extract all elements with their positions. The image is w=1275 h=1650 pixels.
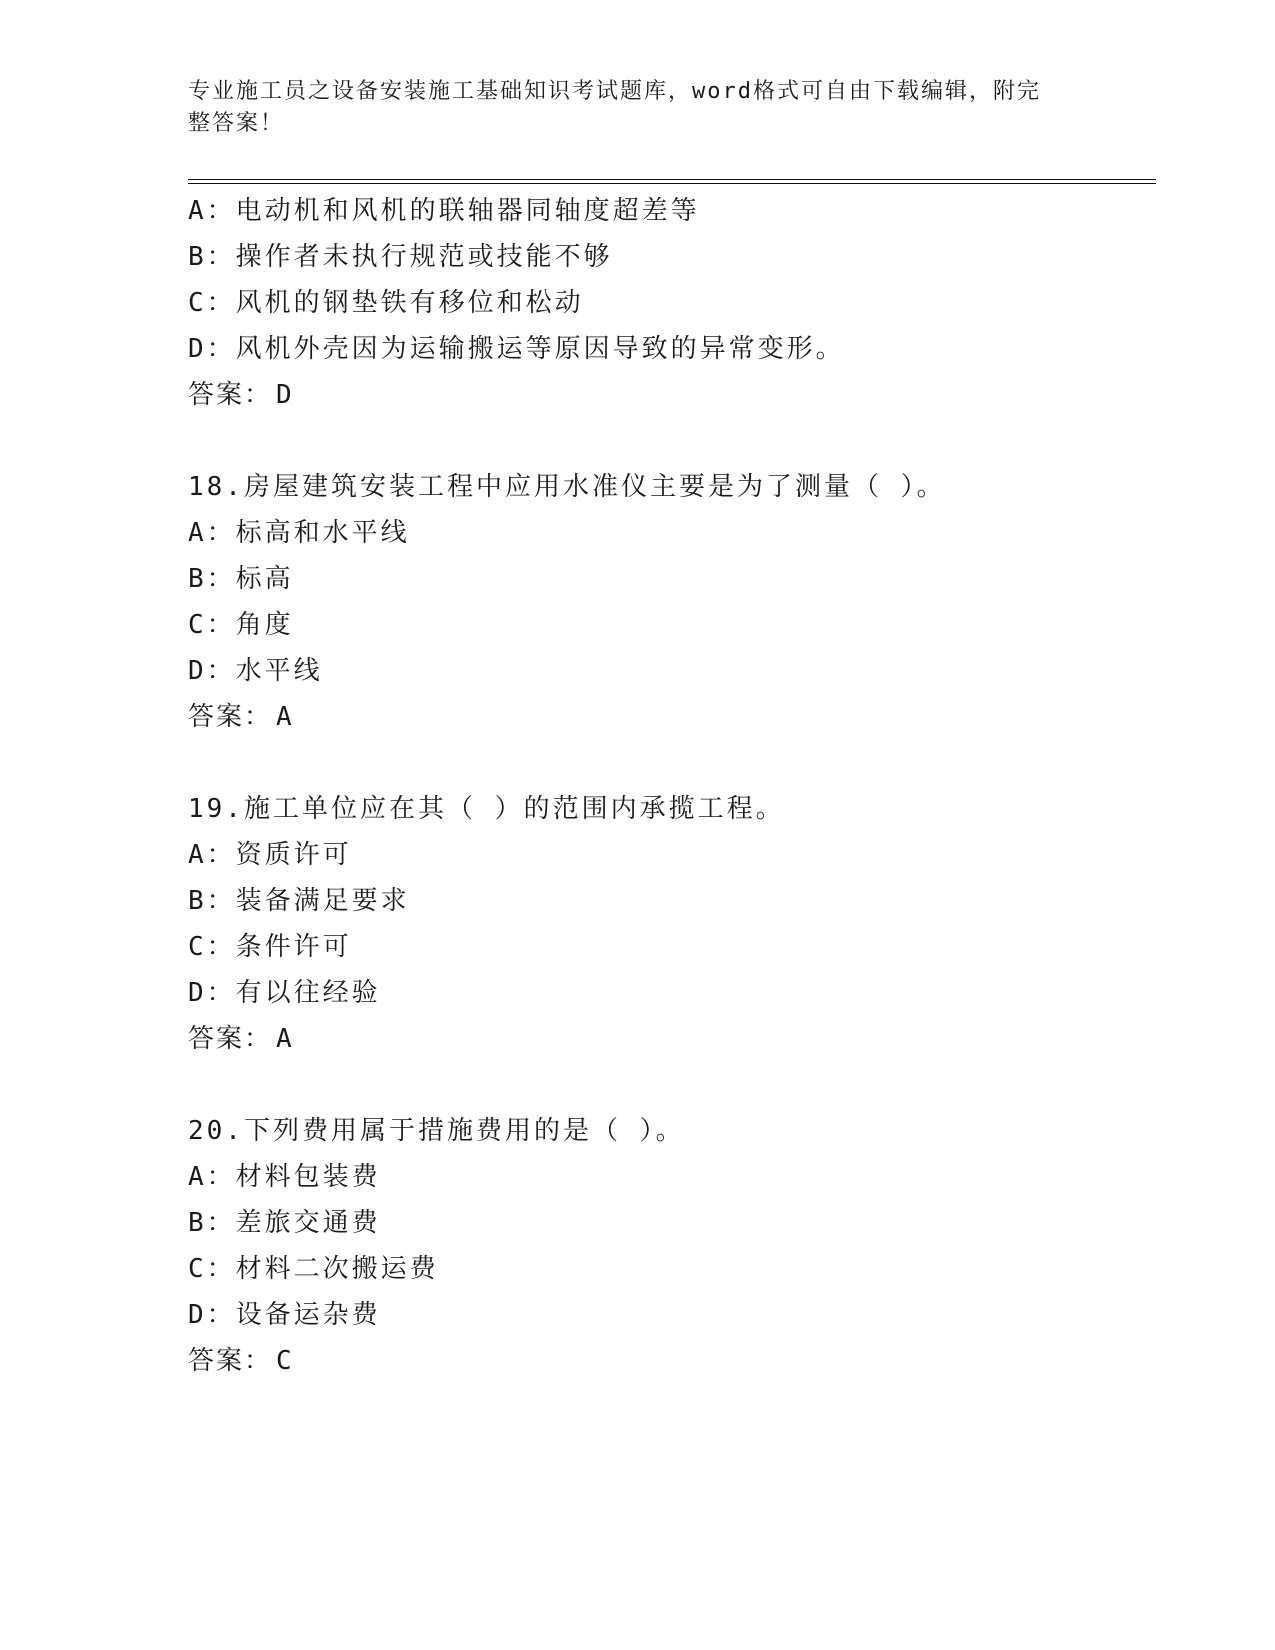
answer-label: 答案： bbox=[188, 380, 273, 410]
answer bbox=[188, 372, 1148, 418]
question-text: 20.下列费用属于措施费用的是（ ）。 bbox=[188, 1116, 685, 1146]
option-b: B：操作者未执行规范或技能不够 bbox=[188, 242, 613, 272]
answer-label: 答案： bbox=[188, 1346, 273, 1376]
answer-value: C bbox=[276, 1346, 294, 1376]
question-block-19 bbox=[188, 786, 1148, 1062]
option-b: B：差旅交通费 bbox=[188, 1208, 381, 1238]
question-block-17 bbox=[188, 188, 1148, 418]
document-header bbox=[188, 76, 1068, 140]
option-a: A：电动机和风机的联轴器同轴度超差等 bbox=[188, 196, 700, 226]
answer-label: 答案： bbox=[188, 1024, 273, 1054]
spacer bbox=[188, 740, 1148, 786]
option-b: B：标高 bbox=[188, 564, 294, 594]
option-b: B：装备满足要求 bbox=[188, 886, 410, 916]
option-d: D：设备运杂费 bbox=[188, 1300, 381, 1330]
question-list bbox=[188, 188, 1148, 1384]
question-text: 19.施工单位应在其（ ）的范围内承揽工程。 bbox=[188, 794, 785, 824]
option-c: C：条件许可 bbox=[188, 932, 352, 962]
spacer bbox=[188, 1062, 1148, 1108]
answer-value: D bbox=[276, 380, 294, 410]
answer bbox=[188, 1016, 1148, 1062]
answer bbox=[188, 1338, 1148, 1384]
option-c: C：材料二次搬运费 bbox=[188, 1254, 439, 1284]
option-d: D：风机外壳因为运输搬运等原因导致的异常变形。 bbox=[188, 334, 845, 364]
answer-value: A bbox=[276, 1024, 294, 1054]
option-a: A：资质许可 bbox=[188, 840, 352, 870]
answer-value: A bbox=[276, 702, 294, 732]
spacer bbox=[188, 418, 1148, 464]
option-a: A：标高和水平线 bbox=[188, 518, 410, 548]
question-text: 18.房屋建筑安装工程中应用水准仪主要是为了测量（ ）。 bbox=[188, 472, 946, 502]
header-divider-top bbox=[188, 179, 1156, 180]
question-block-20 bbox=[188, 1108, 1148, 1384]
option-a: A：材料包装费 bbox=[188, 1162, 381, 1192]
answer bbox=[188, 694, 1148, 740]
option-d: D：水平线 bbox=[188, 656, 323, 686]
option-c: C：角度 bbox=[188, 610, 294, 640]
option-c: C：风机的钢垫铁有移位和松动 bbox=[188, 288, 584, 318]
question-block-18 bbox=[188, 464, 1148, 740]
option-d: D：有以往经验 bbox=[188, 978, 381, 1008]
header-line-1: 专业施工员之设备安装施工基础知识考试题库，word格式可自由下载编辑，附完 bbox=[188, 79, 1041, 104]
header-line-2: 整答案！ bbox=[188, 111, 285, 136]
header-divider-bottom bbox=[188, 183, 1156, 184]
answer-label: 答案： bbox=[188, 702, 273, 732]
